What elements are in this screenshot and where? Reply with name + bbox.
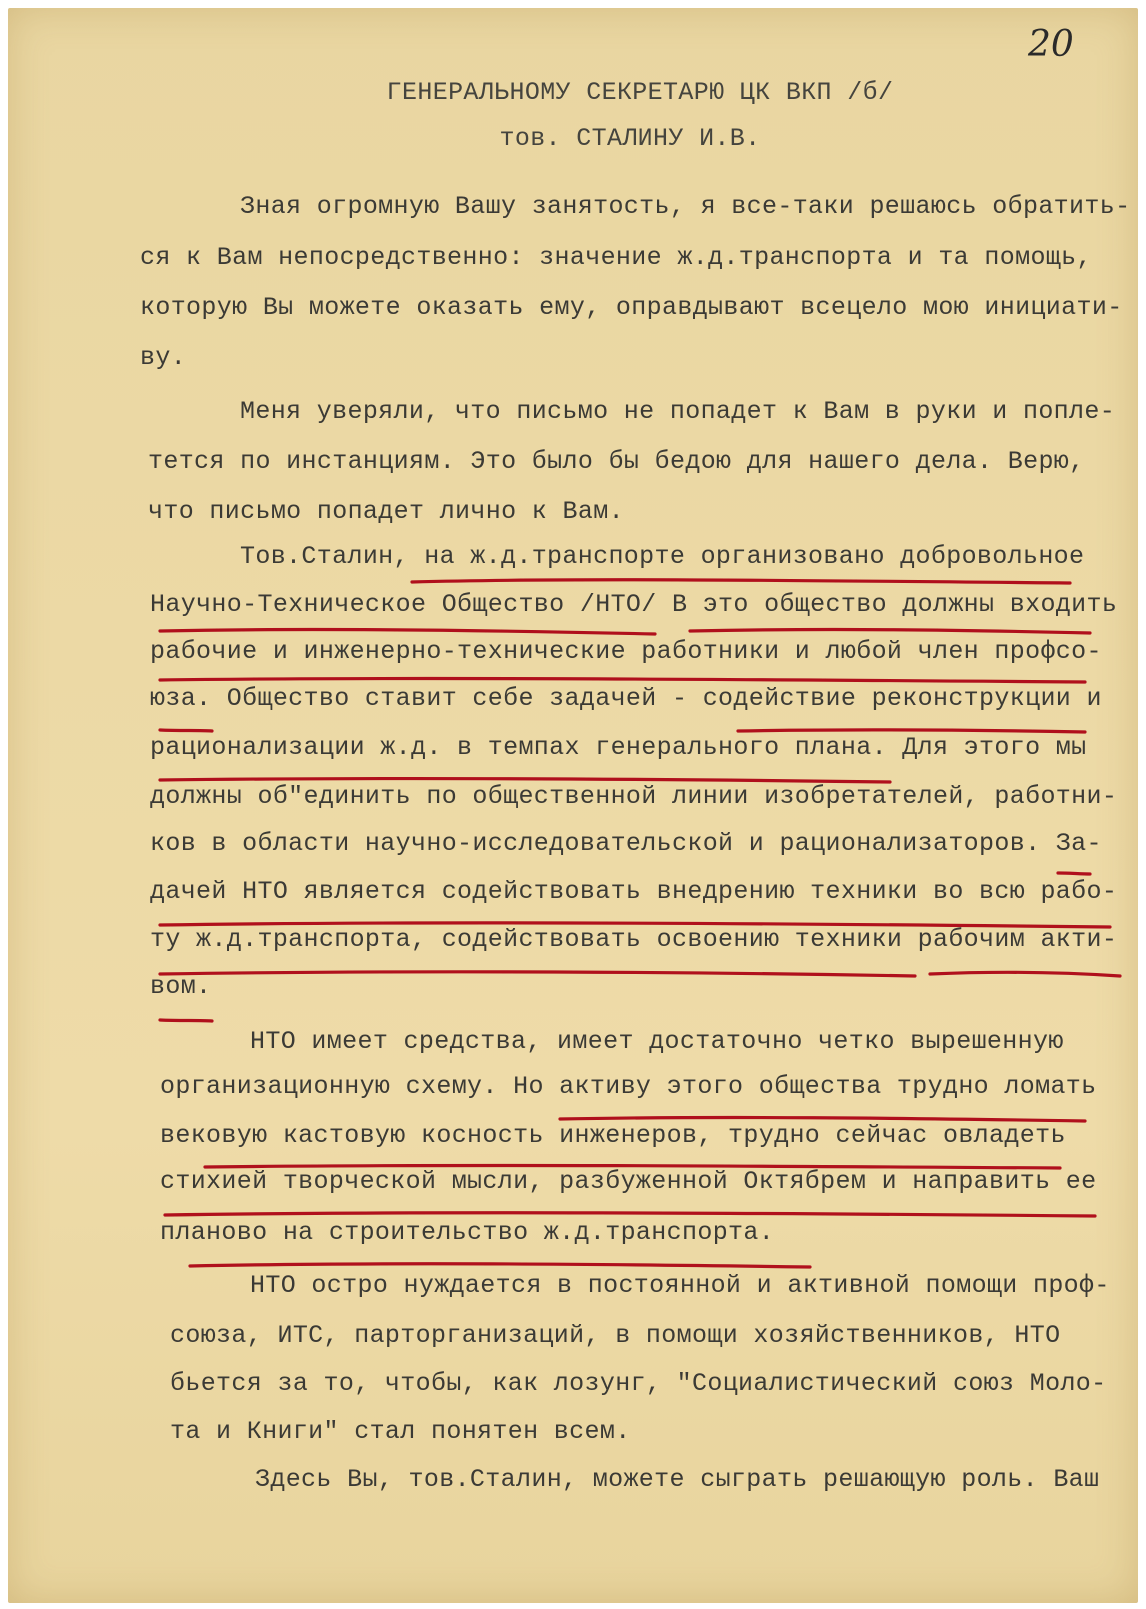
heading-addressee: ГЕНЕРАЛЬНОМУ СЕКРЕТАРЮ ЦК ВКП /б/ (386, 78, 894, 107)
body-line: организационную схему. Но активу этого общества трудно ломать (160, 1072, 1097, 1101)
body-line: вековую кастовую косность инженеров, трудно сейчас овладеть (160, 1121, 1066, 1150)
body-line: ту ж.д.транспорта, содействовать освоению техники рабочим акти- (150, 925, 1118, 954)
body-line: ков в области научно-исследовательской и рационализаторов. За- (150, 829, 1102, 858)
body-line: Зная огромную Вашу занятость, я все-таки решаюсь обратить- (240, 192, 1131, 221)
body-line: Меня уверяли, что письмо не попадет к Вам в руки и попле- (240, 397, 1116, 426)
body-line: вом. (150, 972, 212, 1001)
body-line: Тов.Сталин, на ж.д.транспорте организовано добровольное (240, 542, 1085, 571)
body-line: стихией творческой мысли, разбуженной Октябрем и направить ее (160, 1167, 1097, 1196)
body-line: ся к Вам непосредственно: значение ж.д.транспорта и та помощь, (140, 243, 1092, 272)
body-line: рабочие и инженерно-технические работники и любой член профсо- (150, 637, 1102, 666)
body-line: бьется за то, чтобы, как лозунг, "Социалистический союз Моло- (170, 1369, 1107, 1398)
body-line: та и Книги" стал понятен всем. (170, 1417, 631, 1446)
body-line: союза, ИТС, парторганизаций, в помощи хозяйственников, НТО (170, 1321, 1061, 1350)
body-line: рационализации ж.д. в темпах генерального плана. Для этого мы (150, 733, 1087, 762)
body-line: должны об"единить по общественной линии изобретателей, работни- (150, 782, 1118, 811)
body-line: Научно-Техническое Общество /НТО/ В это общество должны входить (150, 590, 1118, 619)
body-line: которую Вы можете оказать ему, оправдывают всецело мою инициати- (140, 293, 1123, 322)
body-line: ву. (140, 343, 187, 372)
body-line: НТО имеет средства, имеет достаточно четко вырешенную (250, 1027, 1064, 1056)
body-line: дачей НТО является содействовать внедрению техники во всю рабо- (150, 877, 1118, 906)
body-line: Здесь Вы, тов.Сталин, можете сыграть решающую роль. Ваш (255, 1465, 1100, 1494)
body-line: что письмо попадет лично к Вам. (148, 497, 624, 526)
body-line: НТО остро нуждается в постоянной и активной помощи проф- (250, 1271, 1110, 1300)
page-number: 20 (1028, 24, 1074, 65)
body-line: планово на строительство ж.д.транспорта. (160, 1218, 775, 1247)
body-line: тется по инстанциям. Это было бы бедою для нашего дела. Верю, (148, 447, 1085, 476)
heading-recipient: тов. СТАЛИНУ И.В. (499, 124, 761, 153)
body-line: юза. Общество ставит себе задачей - содействие реконструкции и (150, 684, 1102, 713)
